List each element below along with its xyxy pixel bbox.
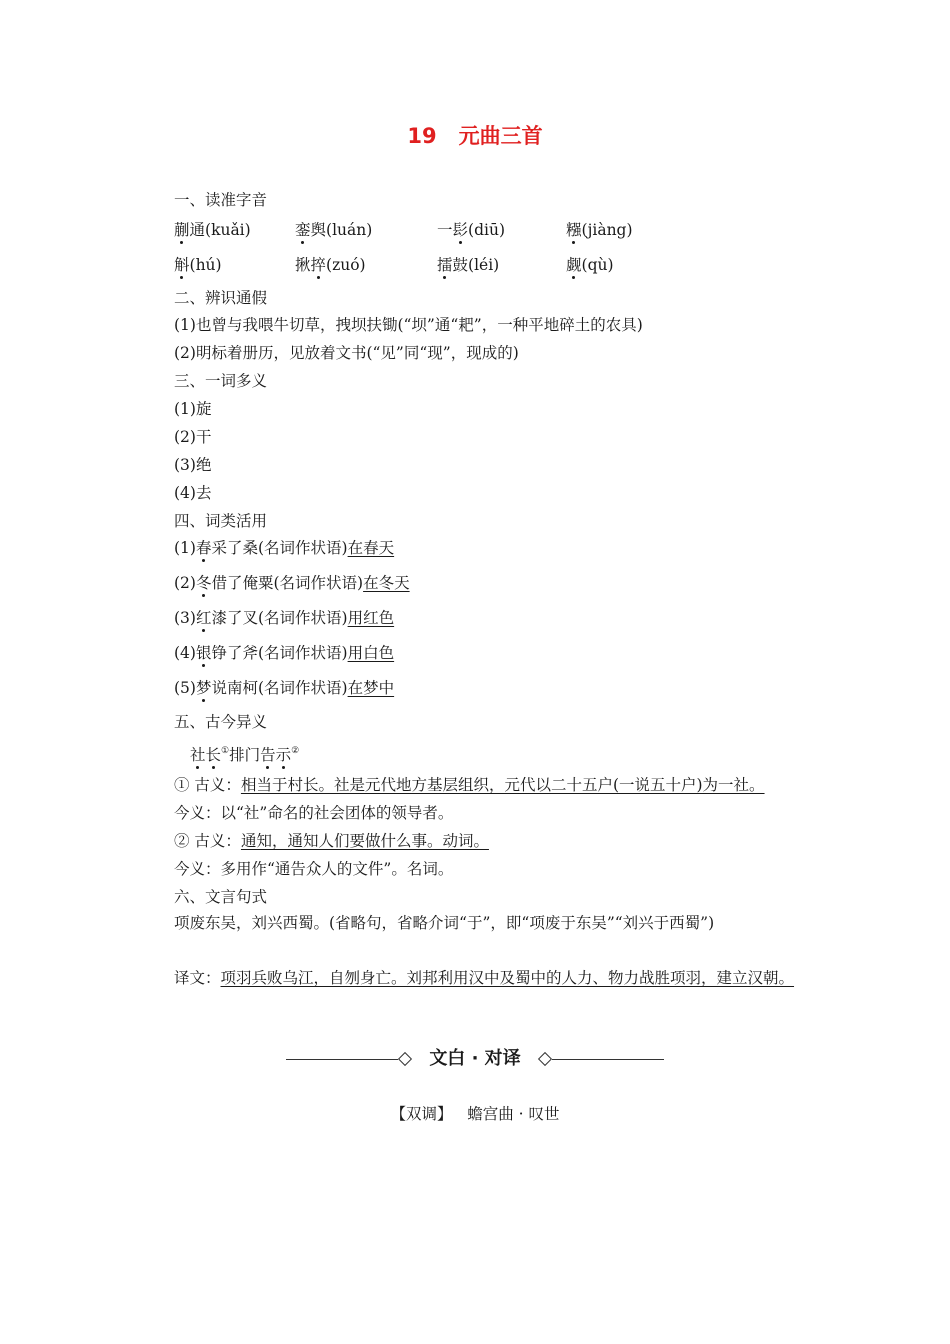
modern-meaning-2: 今义：多用作“通告众人的文件”。名词。 — [174, 860, 454, 878]
word-class-item: (5)梦说南柯(名词作状语)在梦中 — [174, 679, 395, 697]
pronunciation-item: 觑(qù) — [566, 256, 614, 274]
tune-name: 【双调】 — [390, 1105, 453, 1123]
answer: 用白色 — [347, 644, 395, 662]
answer: 项羽兵败乌江，自刎身亡。刘邦利用汉中及蜀中的人力、物力战胜项羽，建立汉朝。 — [220, 969, 795, 987]
answer: 通知，通知人们要做什么事。动词。 — [240, 832, 489, 850]
polysemy-item: (1)旋 — [174, 400, 212, 418]
tongjia-item-1: (1)也曾与我喂牛切草，拽坝扶锄(“坝”通“耙”，一种平地碎土的农具) — [174, 316, 643, 334]
word-class-item: (1)春采了桑(名词作状语)在春天 — [174, 539, 395, 557]
answer: 在梦中 — [347, 679, 395, 697]
pronunciation-item: 斛(hú) — [174, 256, 222, 274]
answer: 用红色 — [347, 609, 395, 627]
page-title — [0, 120, 950, 150]
answer: 在冬天 — [363, 574, 410, 592]
tongjia-item-2: (2)明标着册历，见放着文书(“见”同“现”，现成的) — [174, 344, 519, 362]
ancient-meaning-1: ① 古义：相当于村长。社是元代地方基层组织，元代以二十五户(一说五十户)为一社。 — [174, 776, 765, 794]
modern-meaning-1: 今义：以“社”命名的社会团体的领导者。 — [174, 804, 454, 822]
answer: 在春天 — [347, 539, 395, 557]
divider-title: 文白 · 对译 — [429, 1048, 521, 1069]
word-class-item: (2)冬借了俺粟(名词作状语)在冬天 — [174, 574, 410, 592]
poem-title: 蟾宫曲 · 叹世 — [467, 1105, 560, 1123]
lesson-number: 19 — [407, 124, 437, 148]
section-2-heading: 二、辨识通假 — [174, 289, 268, 307]
pronunciation-item: 蒯通(kuǎi) — [174, 221, 251, 239]
sentence-pattern-text: 项废东吴，刘兴西蜀。(省略句，省略介词“于”，即“项废于东吴”“刘兴于西蜀”) — [174, 914, 715, 932]
polysemy-item: (4)去 — [174, 484, 212, 502]
poem-subtitle — [0, 1102, 950, 1124]
ancient-modern-phrase: 社长①排门告示② — [190, 746, 300, 764]
word-class-item: (3)红漆了叉(名词作状语)用红色 — [174, 609, 395, 627]
section-divider — [286, 1046, 664, 1072]
pronunciation-item: 糨(jiàng) — [566, 221, 633, 239]
word-class-item: (4)银铮了斧(名词作状语)用白色 — [174, 644, 395, 662]
section-5-heading: 五、古今异义 — [174, 713, 268, 731]
section-3-heading: 三、一词多义 — [174, 372, 268, 390]
lesson-title: 元曲三首 — [458, 124, 543, 148]
translation: 译文：项羽兵败乌江，自刎身亡。刘邦利用汉中及蜀中的人力、物力战胜项羽，建立汉朝。 — [174, 969, 795, 987]
pronunciation-item: 銮舆(luán) — [295, 221, 373, 239]
ancient-meaning-2: ② 古义：通知，通知人们要做什么事。动词。 — [174, 832, 489, 850]
pronunciation-item: 一髟(diū) — [437, 221, 505, 239]
section-4-heading: 四、词类活用 — [174, 512, 268, 530]
pronunciation-item: 擂鼓(léi) — [437, 256, 500, 274]
polysemy-item: (2)干 — [174, 428, 212, 446]
pronunciation-item: 揪捽(zuó) — [295, 256, 366, 274]
section-1-heading: 一、读准字音 — [174, 191, 268, 209]
polysemy-item: (3)绝 — [174, 456, 212, 474]
section-6-heading: 六、文言句式 — [174, 888, 268, 906]
answer: 相当于村长。社是元代地方基层组织，元代以二十五户(一说五十户)为一社。 — [240, 776, 765, 794]
